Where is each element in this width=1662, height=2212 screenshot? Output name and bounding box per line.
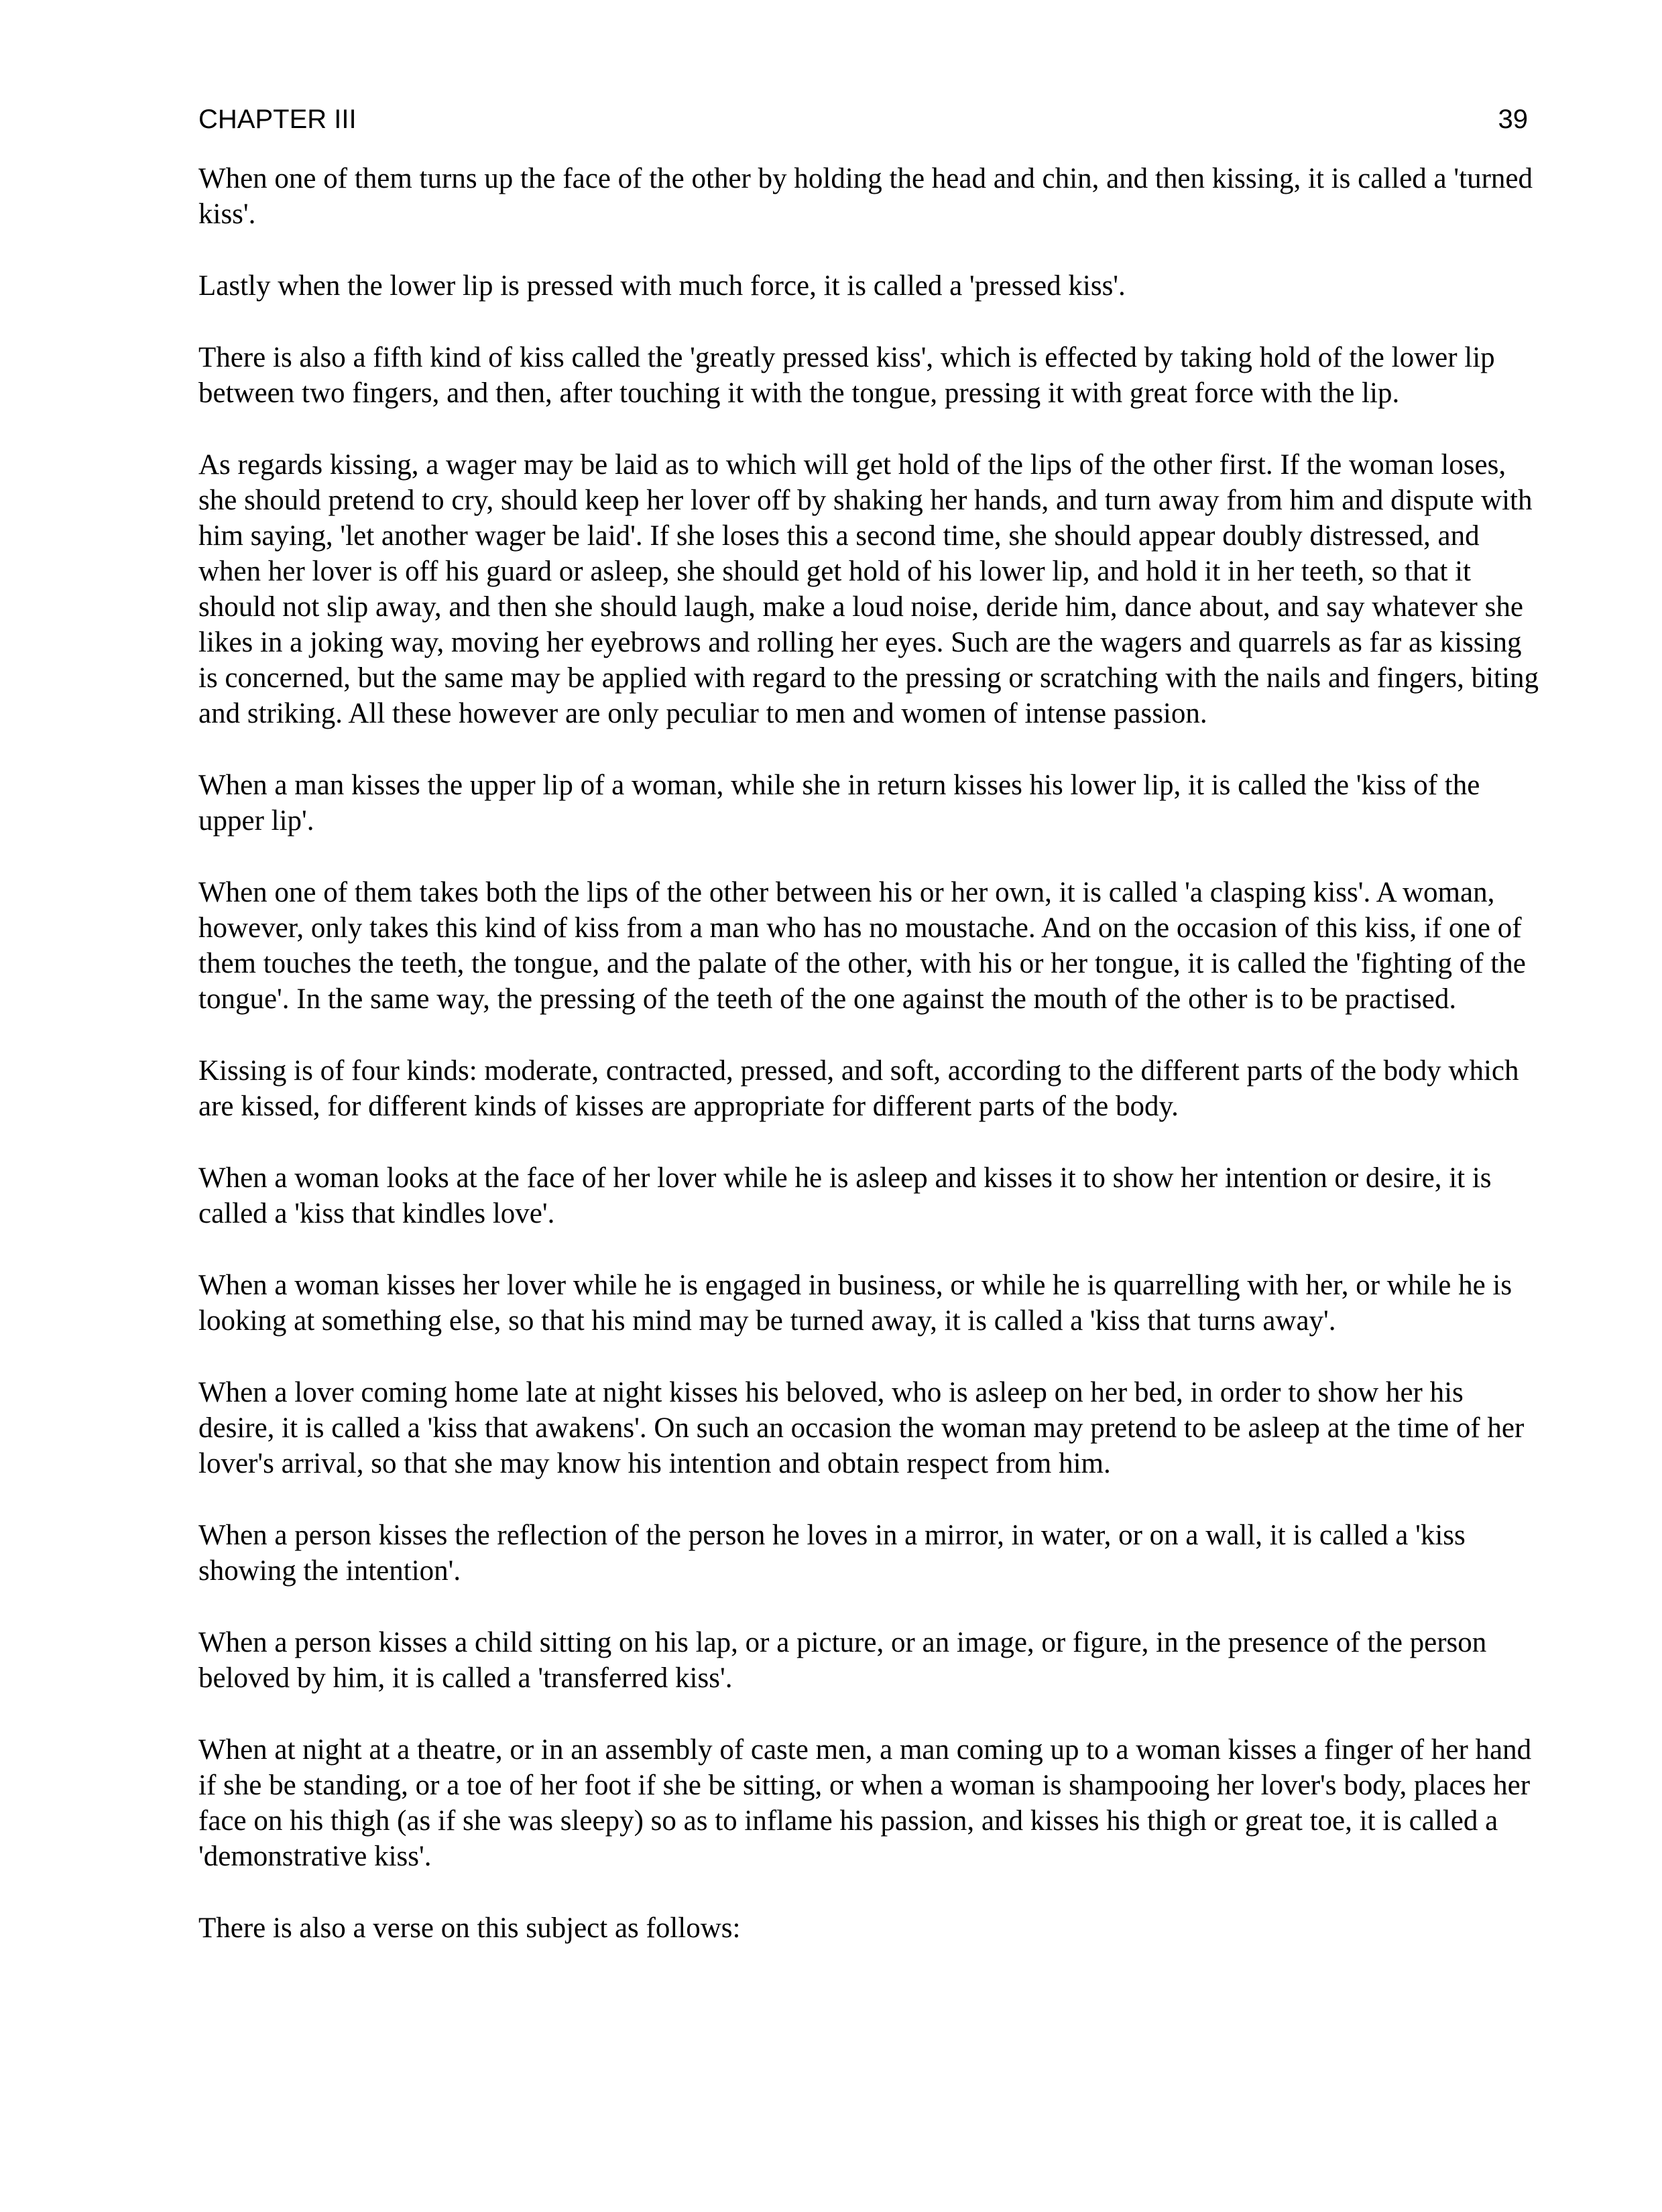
paragraph: When one of them turns up the face of the other by holding the head and chin, and then kissing, it is called a 'turned kiss'. (198, 163, 1533, 230)
chapter-title: CHAPTER III (198, 105, 357, 134)
paragraph: When a lover coming home late at night kisses his beloved, who is asleep on her bed, in order to show her his desire, it is called a 'kiss that awakens'. On such an occasion the woman may pretend to be asleep at the time of her lover's arrival, so that she may know his intention and obtain respect from him. (198, 1377, 1525, 1479)
paragraph: When a woman kisses her lover while he is engaged in business, or while he is quarrelling with her, or while he is looking at something else, so that his mind may be turned away, it is called a 'kiss that turns away'. (198, 1270, 1512, 1337)
paragraph: When a person kisses the reflection of the person he loves in a mirror, in water, or on a wall, it is called a 'kiss showing the intention'. (198, 1520, 1466, 1587)
page-number: 39 (1498, 105, 1528, 134)
paragraph: When a man kisses the upper lip of a woman, while she in return kisses his lower lip, it is called the 'kiss of the upper lip'. (198, 770, 1480, 837)
paragraph: There is also a fifth kind of kiss called the 'greatly pressed kiss', which is effected by taking hold of the lower lip between two fingers, and then, after touching it with the tongue, pressing it with great force with the lip. (198, 342, 1495, 409)
paragraph: Lastly when the lower lip is pressed with much force, it is called a 'pressed kiss'. (198, 270, 1126, 302)
paragraph: When a woman looks at the face of her lover while he is asleep and kisses it to show her intention or desire, it is called a 'kiss that kindles love'. (198, 1162, 1492, 1229)
paragraph: Kissing is of four kinds: moderate, contracted, pressed, and soft, according to the different parts of the body which are kissed, for different kinds of kisses are appropriate for different parts of the body. (198, 1055, 1519, 1122)
body-text (198, 161, 1539, 1982)
paragraph: When a person kisses a child sitting on his lap, or a picture, or an image, or figure, in the presence of the person beloved by him, it is called a 'transferred kiss'. (198, 1627, 1487, 1694)
paragraph: As regards kissing, a wager may be laid as to which will get hold of the lips of the other first. If the woman loses, she should pretend to cry, should keep her lover off by shaking her hands, and turn away from him and dispute with him saying, 'let another wager be laid'. If she loses this a second time, she should appear doubly distressed, and when her lover is off his guard or asleep, she should get hold of his lower lip, and hold it in her teeth, so that it should not slip away, and then she should laugh, make a loud noise, deride him, dance about, and say whatever she likes in a joking way, moving her eyebrows and rolling her eyes. Such are the wagers and quarrels as far as kissing is concerned, but the same may be applied with regard to the pressing or scratching with the nails and fingers, biting and striking. All these however are only peculiar to men and women of intense passion. (198, 449, 1539, 729)
paragraph: When at night at a theatre, or in an assembly of caste men, a man coming up to a woman kisses a finger of her hand if she be standing, or a toe of her foot if she be sitting, or when a woman is shampooing her lover's body, places her face on his thigh (as if she was sleepy) so as to inflame his passion, and kisses his thigh or great toe, it is called a 'demonstrative kiss'. (198, 1734, 1532, 1872)
running-head (198, 99, 1528, 139)
paragraph: There is also a verse on this subject as follows: (198, 1912, 741, 1944)
paragraph: When one of them takes both the lips of the other between his or her own, it is called 'a clasping kiss'. A woman, however, only takes this kind of kiss from a man who has no moustache. And on the occasion of this kiss, if one of them touches the teeth, the tongue, and the palate of the other, with his or her tongue, it is called the 'fighting of the tongue'. In the same way, the pressing of the teeth of the one against the mouth of the other is to be practised. (198, 877, 1526, 1015)
